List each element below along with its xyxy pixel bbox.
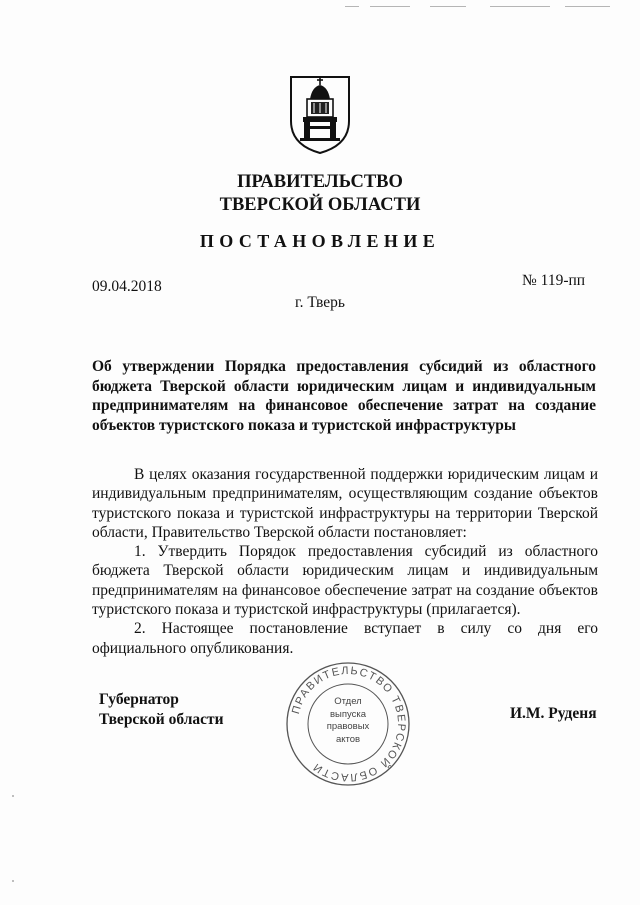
scan-artifact (565, 6, 610, 7)
document-city: г. Тверь (295, 294, 345, 311)
body-paragraph: 2. Настоящее постановление вступает в силу со дня его официального опубликования. (92, 620, 598, 657)
scan-artifact (430, 6, 466, 7)
stamp-ring-text: ПРАВИТЕЛЬСТВО ТВЕРСКОЙ ОБЛАСТИ (290, 664, 408, 784)
tver-coat-of-arms-icon (288, 73, 352, 155)
stamp-center-line: выпуска (329, 708, 367, 720)
org-name-line2: ТВЕРСКОЙ ОБЛАСТИ (219, 195, 421, 215)
stamp-center-line: Отдел (334, 696, 362, 707)
signatory-name: И.М. Руденя (510, 705, 597, 722)
stamp-center-line: актов (335, 733, 361, 745)
signatory-position-line1: Губернатор (99, 691, 179, 708)
document-date: 09.04.2018 (92, 278, 162, 295)
official-stamp (284, 660, 412, 788)
org-name-line1: ПРАВИТЕЛЬСТВО (237, 172, 403, 192)
scan-artifact (370, 6, 410, 7)
scan-artifact (490, 6, 550, 7)
document-body (92, 465, 598, 658)
stamp-center-text (304, 696, 392, 746)
scan-artifact (12, 795, 14, 797)
document-type: ПОСТАНОВЛЕНИЕ (199, 231, 441, 251)
body-paragraph: 1. Утвердить Порядок предоставления субсидий из областного бюджета Тверской области юридическим лицам и индивидуальным предпринимателям на финансовое обеспечение затрат на создание объектов туристского показа и туристской инфраструктуры (прилагается). (92, 543, 598, 619)
document-number: № 119-пп (522, 272, 586, 289)
document-title: Об утверждении Порядка предоставления субсидий из областного бюджета Тверской области юридическим лицам и индивидуальным предпринимателям на финансовое обеспечение затрат на создание объектов туристского показа и туристской инфраструктуры (92, 358, 596, 434)
signatory-position-line2: Тверской области (99, 710, 224, 728)
stamp-center-line: правовых (326, 721, 370, 732)
scan-artifact (345, 6, 359, 7)
body-paragraph: В целях оказания государственной поддержки юридическим лицам и индивидуальным предпринимателям, осуществляющим создание объектов туристского показа и туристской инфраструктуры на территории Тверской области, Правительство Тверской области постановляет: (92, 466, 598, 541)
scan-artifact (12, 880, 14, 882)
signatory-position (99, 690, 224, 729)
